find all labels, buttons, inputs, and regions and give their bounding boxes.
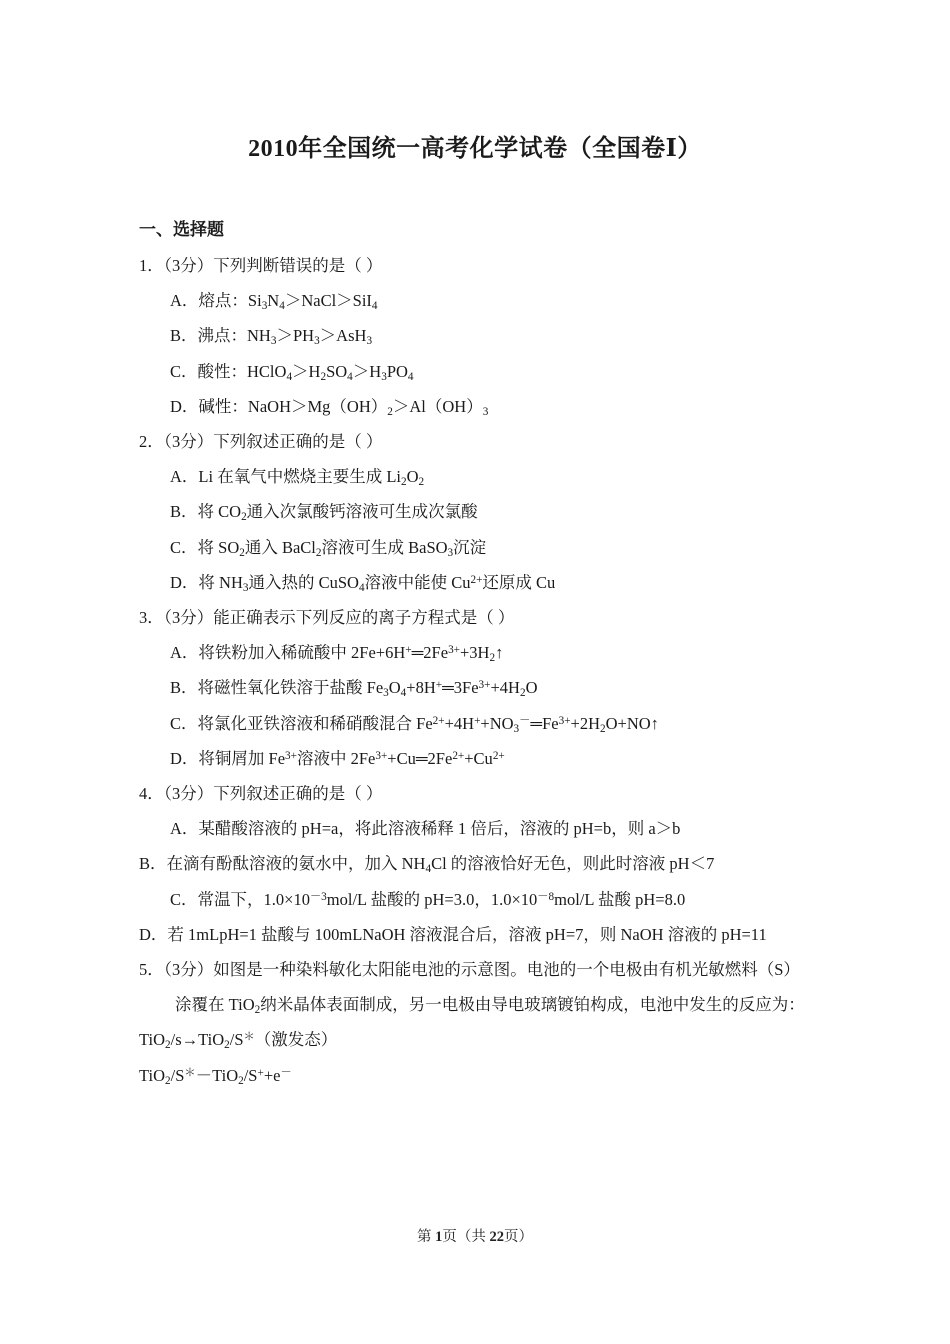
question-points: （3分） [163, 960, 214, 980]
option-label: C． [170, 537, 198, 557]
question-text: 下列判断错误的是（ ） [213, 256, 383, 275]
question-stem [139, 600, 811, 635]
question-block [139, 600, 811, 776]
question-number: 4． [139, 784, 164, 804]
option-text: 碱性：$NaOH>Mg(OH)_2>Al(OH)_3$ [198, 396, 489, 418]
option-text: 将磁性氧化铁溶于盐酸 $Fe_3O_4+8H^+═3Fe^{3+}+4H_2O$ [197, 678, 538, 700]
option-label: B． [170, 678, 198, 698]
option-label: A． [170, 643, 199, 663]
option-label: A． [170, 819, 199, 839]
option-label: D． [139, 924, 168, 944]
option-label: C． [170, 361, 198, 381]
footer-total-pages: 22 [489, 1229, 504, 1245]
option-row [139, 389, 811, 424]
question-text: 下列叙述正确的是（ ） [213, 432, 383, 452]
option-row [139, 354, 811, 389]
question-text: 下列叙述正确的是（ ） [213, 784, 383, 804]
question-block [139, 424, 811, 600]
footer-page-number: 1 [435, 1229, 443, 1245]
option-row [139, 635, 811, 670]
option-text: 将 $SO_2$通入 BaCl$_2$溶液可生成 BaSO$_3$沉淀 [197, 537, 487, 559]
question-block [139, 248, 811, 424]
option-text: 将氯化亚铁溶液和稀硝酸混合 $Fe^{2+}+4H^++NO_3^-═Fe^{3+}+2H_2O+NO↑$ [197, 713, 659, 735]
option-text: 沸点：$NH_3>PH_3>AsH_3$ [197, 326, 373, 348]
option-label: B． [139, 854, 167, 874]
option-text: 某醋酸溶液的 pH=a，将此溶液稀释 1 倍后，溶液的 pH=b，则 a＞b [198, 819, 681, 839]
option-row [139, 283, 811, 318]
question-stem [139, 776, 811, 811]
footer-suffix: 页） [504, 1229, 533, 1245]
option-row [139, 459, 811, 494]
question-block [139, 776, 811, 952]
option-row [139, 318, 811, 353]
question-points: （3分） [163, 432, 214, 452]
option-row [139, 494, 811, 529]
option-text: Li 在氧气中燃烧主要生成 $Li_2O_2$ [198, 467, 425, 489]
question-number: 5． [139, 960, 164, 980]
option-text: 熔点：$Si_3N_4>NaCl>SiI_4$ [198, 291, 378, 313]
question-stem [139, 424, 811, 459]
option-row [139, 706, 811, 741]
page-footer [0, 1225, 950, 1246]
question-text: 如图是一种染料敏化太阳能电池的示意图。电池的一个电极由有机光敏燃料（S）涂覆在 TiO$_2$纳米晶体表面制成，另一电极由导电玻璃镀铂构成，电池中发生的反应为： [175, 960, 805, 1017]
option-label: B． [170, 502, 198, 522]
page-title: 2010年全国统一高考化学试卷（全国卷Ⅰ） [248, 136, 702, 162]
option-text: 在滴有酚酞溶液的氨水中，加入 $NH_4Cl$ 的溶液恰好无色，则此时溶液 pH＜7 [166, 854, 715, 876]
footer-middle: 页（共 [442, 1229, 486, 1245]
option-label: C． [170, 713, 198, 733]
option-text: 将铜屑加 $Fe^{3+}$溶液中 $2Fe^{3+}+Cu═2Fe^{2+}+Cu^{2+}$ [198, 748, 505, 768]
option-row [139, 530, 811, 565]
option-row [139, 565, 811, 600]
question-stem [139, 952, 811, 1022]
option-row [108, 917, 811, 952]
option-row [139, 811, 811, 846]
option-text: 酸性：$HClO_4>H_2SO_4>H_3PO_4$ [197, 361, 414, 383]
option-text: 将 $CO_2$通入次氯酸钙溶液可生成次氯酸 [197, 502, 478, 524]
option-label: A． [170, 467, 199, 487]
option-label: A． [170, 291, 199, 311]
question-text: 能正确表示下列反应的离子方程式是（ ） [213, 608, 515, 628]
option-label: D． [170, 572, 199, 592]
document-content [139, 215, 811, 1093]
option-label: D． [170, 748, 199, 768]
question-number: 3． [139, 608, 164, 628]
option-text: 常温下，$1.0\times 10^{-3}mol/L$ 盐酸的 pH=3.0，$1.0\times 10^{-8}mol/L$ 盐酸 pH=8.0 [197, 889, 686, 909]
question-points: （3分） [163, 784, 214, 804]
question-block [139, 952, 811, 1093]
question-number: 1． [139, 256, 164, 275]
reaction-equation: TiO$_2$/S＊－TiO$_2$/S++e－ [139, 1065, 292, 1087]
section-heading: 一、选择题 [139, 220, 224, 239]
option-label: C． [170, 889, 198, 909]
question-number: 2． [139, 432, 164, 452]
option-row [139, 741, 811, 776]
reaction-equation: TiO$_2$/s→TiO$_2$/S＊（激发态） [139, 1030, 338, 1052]
option-text: 将 $NH_3$通入热的 CuSO$_4$溶液中能使 $Cu^{2+}$还原成 Cu [198, 572, 556, 594]
option-row [139, 670, 811, 705]
option-label: B． [170, 326, 198, 346]
option-row [139, 882, 811, 917]
option-label: D． [170, 396, 199, 416]
option-text: 若 1mLpH=1 盐酸与 100mLNaOH 溶液混合后，溶液 pH=7，则 NaOH 溶液的 pH=11 [167, 924, 767, 944]
option-text: 将铁粉加入稀硫酸中 $2Fe+6H^+═2Fe^{3+}+3H_2↑$ [198, 643, 504, 665]
option-row [108, 846, 811, 881]
footer-prefix: 第 [417, 1229, 432, 1245]
question-points: （3分） [163, 256, 214, 275]
question-stem [139, 248, 811, 283]
question-points: （3分） [163, 608, 214, 628]
